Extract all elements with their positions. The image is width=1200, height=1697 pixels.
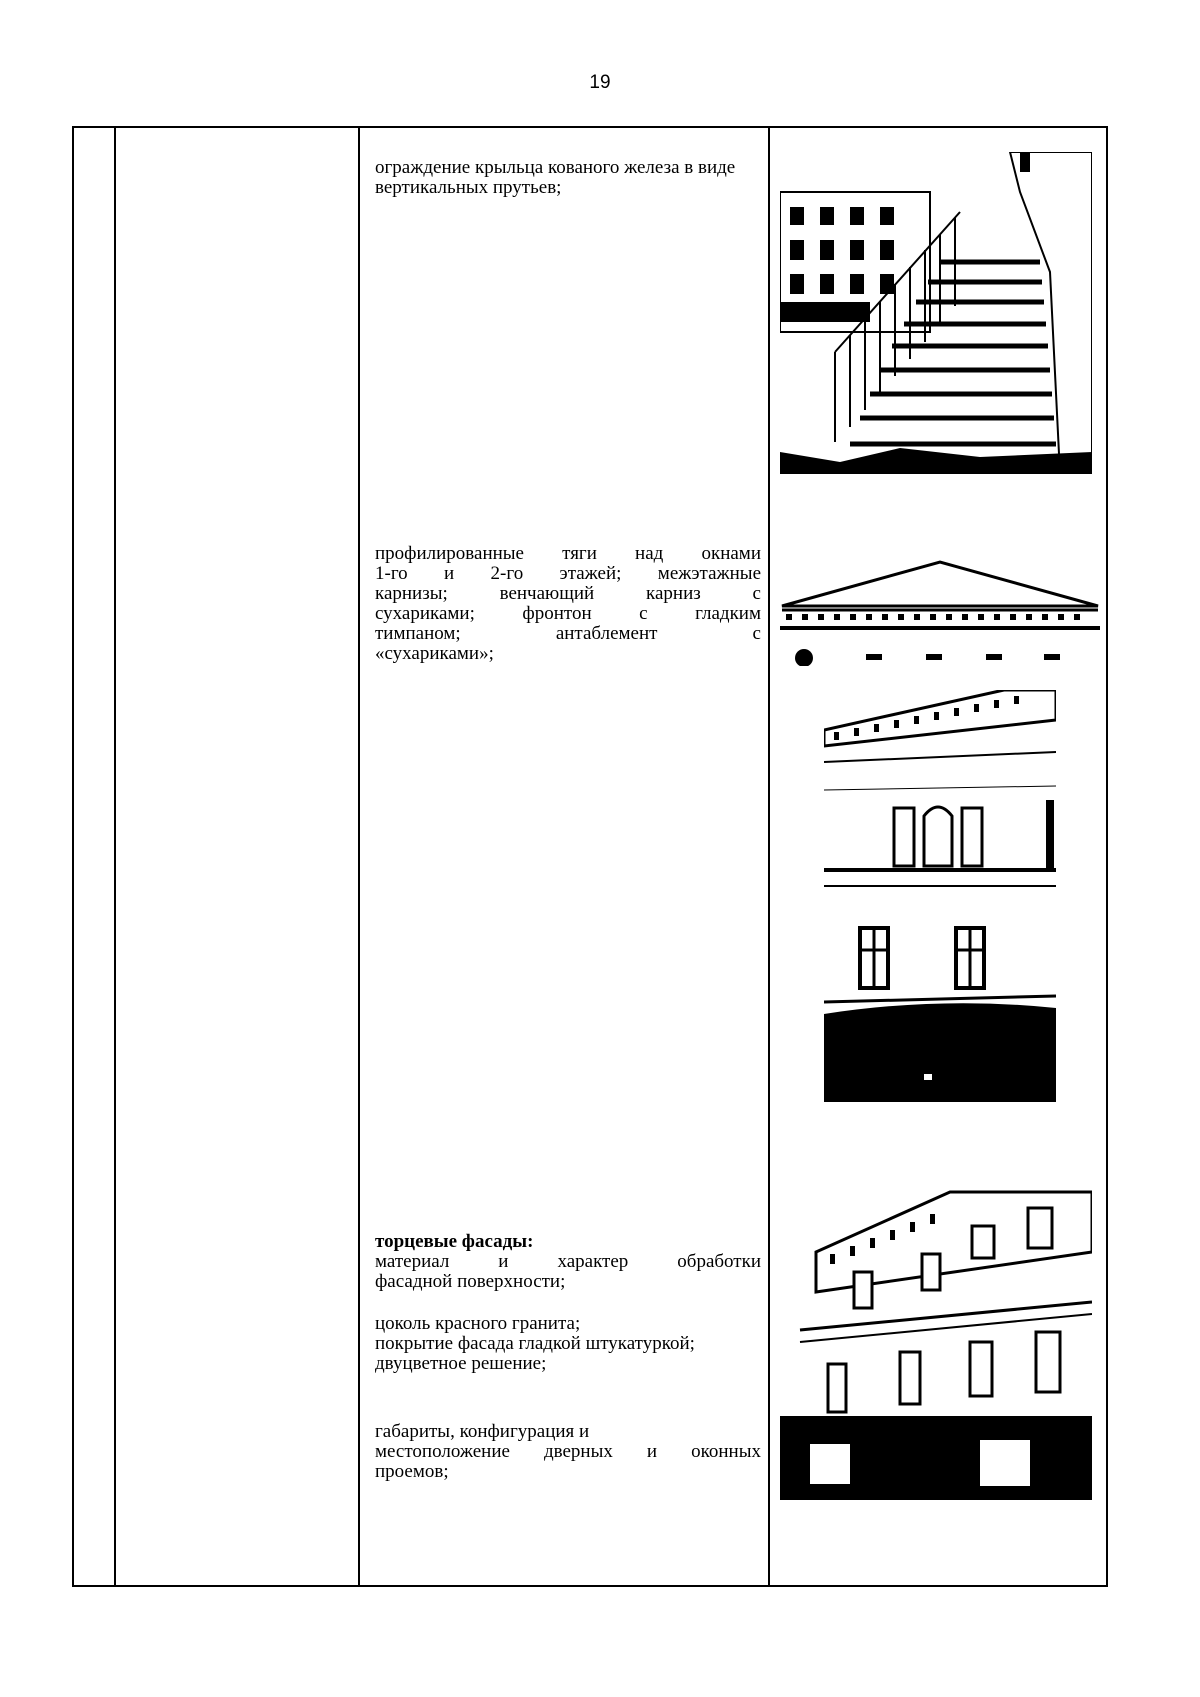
openings-line-3: проемов;	[375, 1461, 449, 1482]
end-facades-text	[375, 1232, 761, 1482]
coating-text: покрытие фасада гладкой штукатуркой;	[375, 1333, 695, 1354]
column-divider-3	[768, 126, 770, 1587]
table-top-border	[72, 126, 1108, 128]
cornice-photo	[824, 690, 1056, 894]
decor-line-1: профилированные тяги над окнами	[375, 543, 761, 564]
plinth-text: цоколь красного гранита;	[375, 1313, 581, 1334]
two-color-text: двуцветное решение;	[375, 1353, 547, 1374]
decor-line-4: сухариками; фронтон с гладким	[375, 603, 761, 624]
decor-line-5: тимпаном; антаблемент с	[375, 623, 761, 644]
end-facades-heading: торцевые фасады:	[375, 1231, 534, 1252]
table-bottom-border	[72, 1585, 1108, 1587]
table-right-border	[1106, 126, 1108, 1587]
stair-railing-photo	[780, 152, 1092, 474]
openings-line-2: местоположение дверных и оконных	[375, 1441, 761, 1462]
decor-line-3: карнизы; венчающий карниз с	[375, 583, 761, 604]
page-number: 19	[589, 72, 611, 93]
end-facade-photo	[780, 1182, 1092, 1500]
material-line-2: фасадной поверхности;	[375, 1271, 566, 1292]
table-left-border	[72, 126, 74, 1587]
openings-line-1: габариты, конфигурация и	[375, 1421, 590, 1442]
railing-text	[375, 158, 761, 198]
decor-line-6: «сухариками»;	[375, 643, 494, 664]
decor-text	[375, 544, 761, 664]
column-divider-2	[358, 126, 360, 1587]
pediment-photo	[776, 556, 1104, 666]
window-photo	[824, 926, 1056, 1102]
column-divider-1	[114, 126, 116, 1587]
material-line-1: материал и характер обработки	[375, 1251, 761, 1272]
railing-description: ограждение крыльца кованого железа в виде вертикальных прутьев;	[375, 157, 736, 198]
decor-line-2: 1-го и 2-го этажей; межэтажные	[375, 563, 761, 584]
